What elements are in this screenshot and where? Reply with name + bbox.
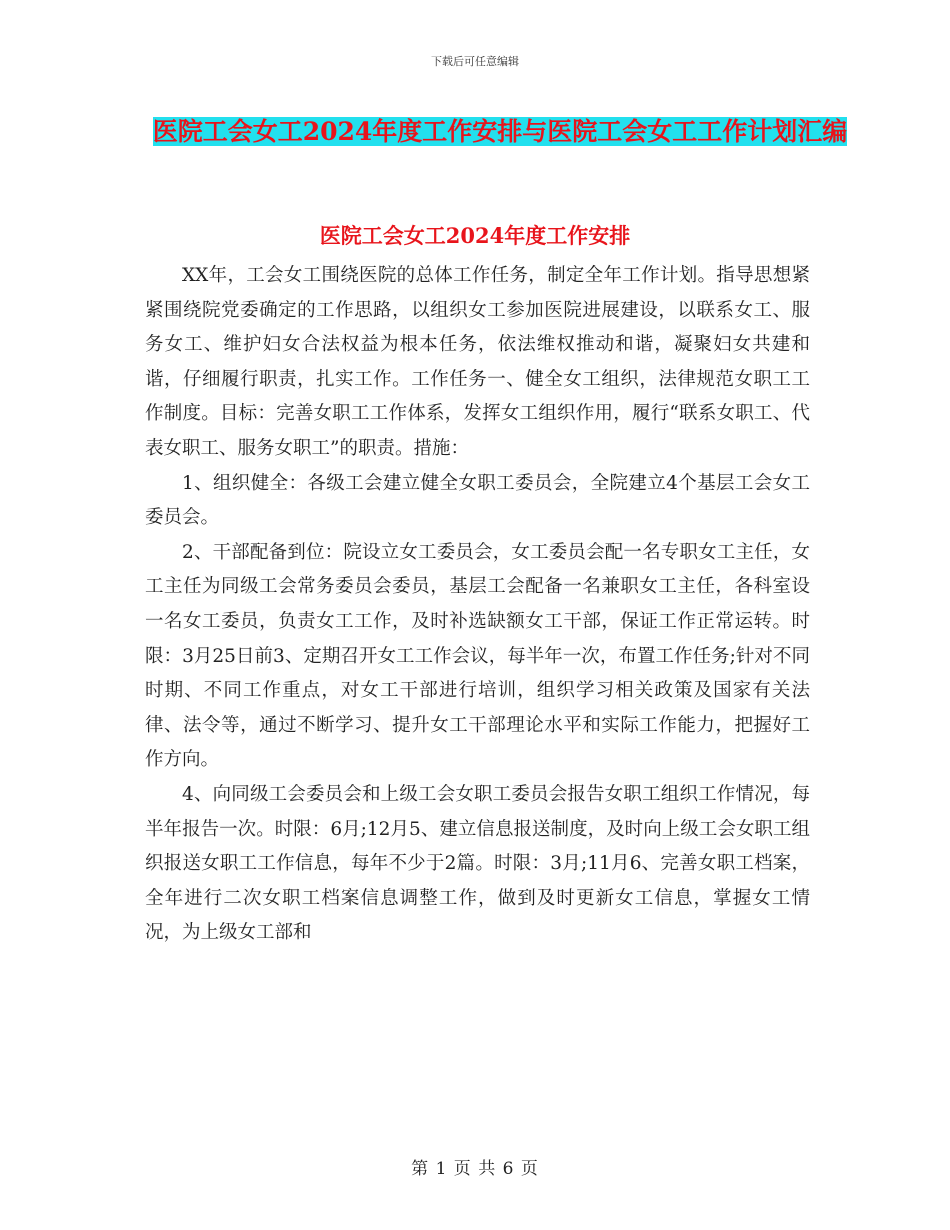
paragraph: 2、干部配备到位：院设立女工委员会，女工委员会配一名专职女工主任，女工主任为同级工会常务委员会委员，基层工会配备一名兼职女工主任，各科室设一名女工委员，负责女工工作，及时补选缺额女工干部，保证工作正常运转。时限：3月25日前3、定期召开女工工作会议，每半年一次，布置工作任务;针对不同时期、不同工作重点，对女工干部进行培训，组织学习相关政策及国家有关法律、法令等，通过不断学习、提升女工干部理论水平和实际工作能力，把握好工作方向。	[145, 541, 810, 771]
document-body	[145, 259, 810, 951]
document-title	[130, 110, 870, 153]
paragraph: 1、组织健全：各级工会建立健全女职工委员会，全院建立4个基层工会女工委员会。	[145, 472, 810, 529]
paragraph: 4、向同级工会委员会和上级工会女职工委员会报告女职工组织工作情况，每半年报告一次。时限：6月;12月5、建立信息报送制度，及时向上级工会女职工组织报送女职工工作信息，每年不少于2篇。时限：3月;11月6、完善女职工档案，全年进行二次女职工档案信息调整工作，做到及时更新女工信息，掌握女工情况，为上级女工部和	[145, 783, 810, 944]
section-heading: 医院工会女工2024年度工作安排	[319, 223, 631, 248]
page-footer: 第 1 页 共 6 页	[411, 1159, 539, 1179]
document-title-text: 医院工会女工2024年度工作安排与医院工会女工工作计划汇编	[152, 117, 848, 146]
page-header: 下载后可任意编辑	[431, 55, 519, 68]
paragraph: XX年，工会女工围绕医院的总体工作任务，制定全年工作计划。指导思想紧紧围绕院党委确定的工作思路，以组织女工参加医院进展建设，以联系女工、服务女工、维护妇女合法权益为根本任务，依法维权推动和谐，凝聚妇女共建和谐，仔细履行职责，扎实工作。工作任务一、健全女工组织，法律规范女职工工作制度。目标：完善女职工工作体系，发挥女工组织作用，履行“联系女职工、代表女职工、服务女职工”的职责。措施：	[145, 265, 810, 459]
